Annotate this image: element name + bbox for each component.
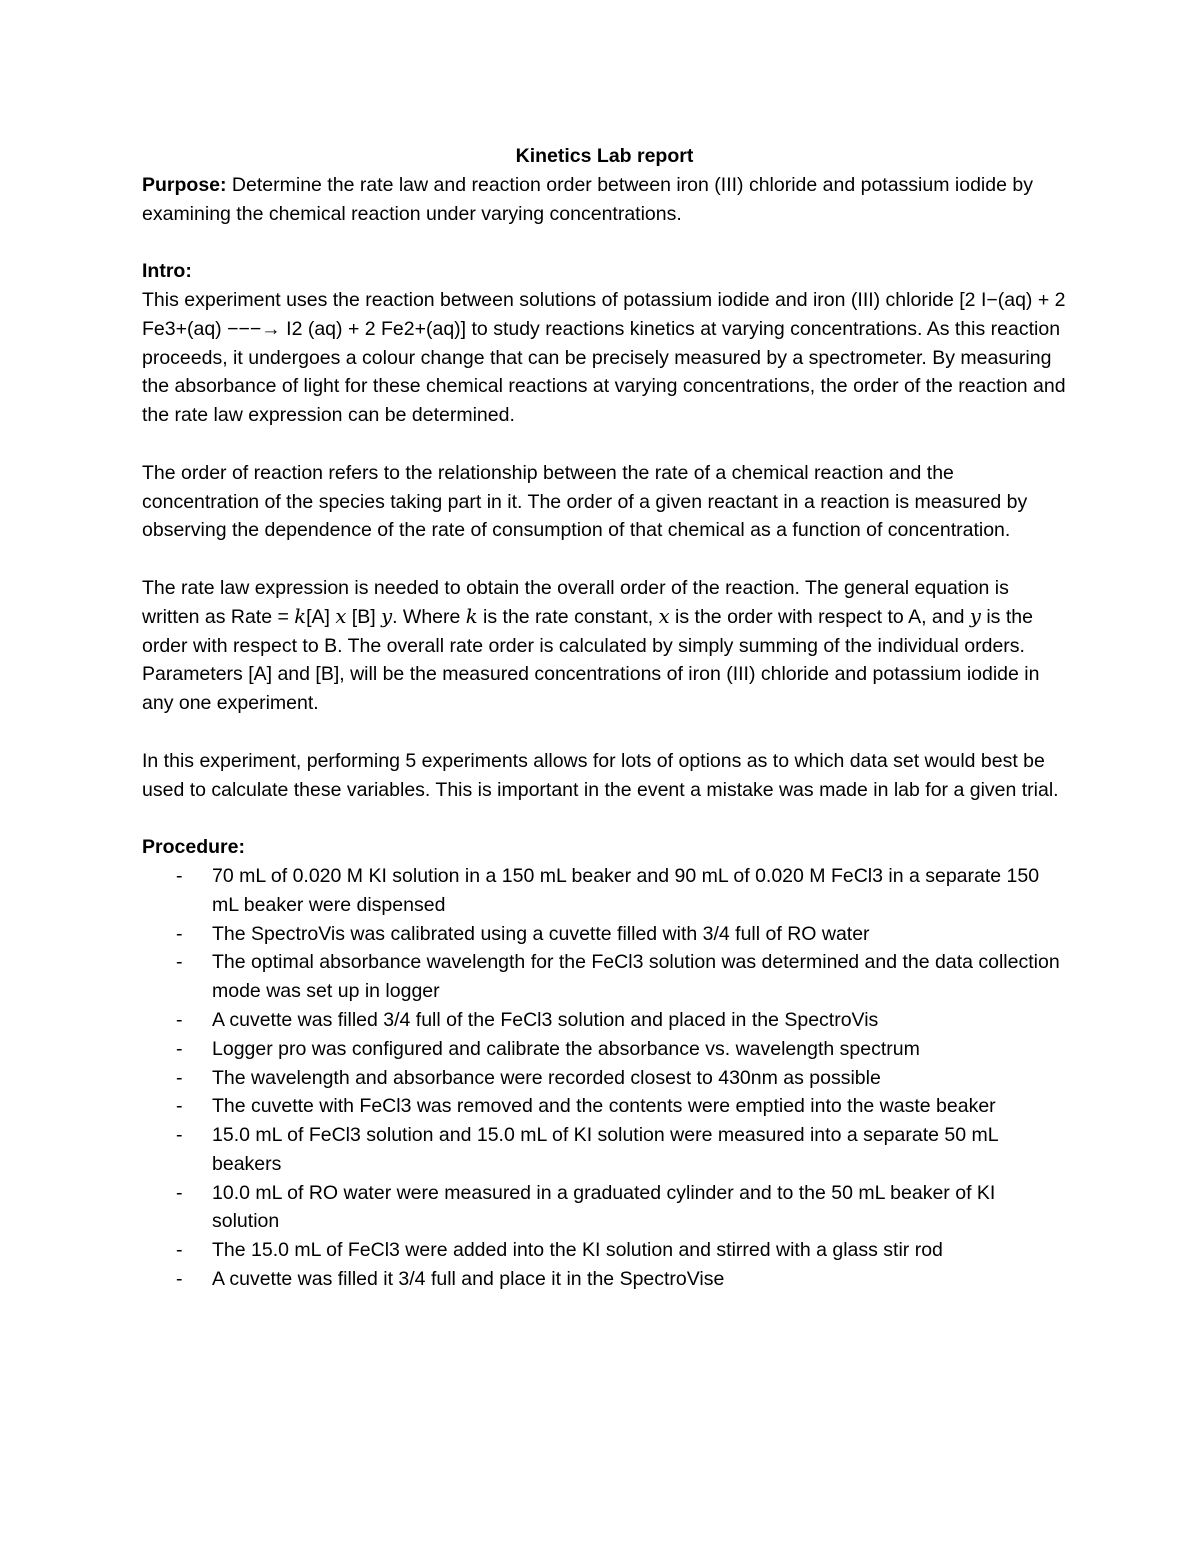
procedure-step-text: A cuvette was filled it 3/4 full and place it in the SpectroVise xyxy=(212,1268,725,1291)
p3-text: is the rate constant, xyxy=(477,605,659,628)
spacer xyxy=(142,430,1067,459)
spacer xyxy=(142,228,1067,257)
bullet-dash: - xyxy=(176,864,183,887)
procedure-step-text: A cuvette was filled 3/4 full of the FeCl3 solution and placed in the SpectroVis xyxy=(212,1008,879,1031)
p3-text: [A] xyxy=(306,605,336,628)
procedure-step xyxy=(142,1035,1067,1064)
bullet-dash: - xyxy=(176,1268,183,1291)
p3-text: is the order with respect to B. The overall rate order is calculated by simply summing of the individual orders. Parameters [A] and [B], will be the measured concentrations of iron (III) chloride and potassium iodide in any one experiment. xyxy=(142,605,1040,715)
procedure-step xyxy=(142,1121,1067,1179)
procedure-step xyxy=(142,1236,1067,1265)
purpose-text: Determine the rate law and reaction order between iron (III) chloride and potassium iodide by examining the chemical reaction under varying concentrations. xyxy=(142,173,1033,225)
intro-paragraph-1: This experiment uses the reaction between solutions of potassium iodide and iron (III) chloride [2 I−(aq) + 2 Fe3+(aq) −−−→ I2 (aq) + 2 Fe2+(aq)] to study reactions kinetics at varying concentrations. As this reaction proceeds, it undergoes a colour change that can be precisely measured by a spectrometer. By measuring the absorbance of light for these chemical reactions at varying concentrations, the order of the reaction and the rate law expression can be determined. xyxy=(142,288,1066,427)
math-k: k xyxy=(294,604,307,628)
bullet-dash: - xyxy=(176,1181,183,1204)
math-y: y xyxy=(969,604,981,628)
document-page xyxy=(142,142,1067,1294)
purpose-paragraph xyxy=(142,171,1067,229)
procedure-step-text: 15.0 mL of FeCl3 solution and 15.0 mL of KI solution were measured into a separate 50 mL beakers xyxy=(212,1124,998,1175)
procedure-step-text: Logger pro was configured and calibrate the absorbance vs. wavelength spectrum xyxy=(212,1037,920,1060)
procedure-heading: Procedure: xyxy=(142,836,245,859)
procedure-step xyxy=(142,1179,1067,1237)
document-title: Kinetics Lab report xyxy=(515,145,694,167)
procedure-step-text: The optimal absorbance wavelength for the FeCl3 solution was determined and the data collection mode was set up in logger xyxy=(212,951,1060,1003)
procedure-step xyxy=(142,1092,1067,1121)
procedure-step-text: 10.0 mL of RO water were measured in a graduated cylinder and to the 50 mL beaker of KI solution xyxy=(212,1181,996,1233)
procedure-step-text: The 15.0 mL of FeCl3 were added into the KI solution and stirred with a glass stir rod xyxy=(212,1239,943,1262)
math-y: y xyxy=(381,604,393,628)
p3-text: [B] xyxy=(346,605,382,628)
intro-paragraph-4: In this experiment, performing 5 experiments allows for lots of options as to which data set would best be used to calculate these variables. This is important in the event a mistake was made in lab for a given trial. xyxy=(142,749,1059,801)
bullet-dash: - xyxy=(176,922,183,945)
bullet-dash: - xyxy=(176,951,183,974)
procedure-step xyxy=(142,1064,1067,1093)
math-x: x xyxy=(335,604,347,628)
bullet-dash: - xyxy=(176,1095,183,1118)
procedure-step xyxy=(142,1006,1067,1035)
bullet-dash: - xyxy=(176,1124,183,1147)
spacer xyxy=(142,804,1067,833)
procedure-step xyxy=(142,862,1067,920)
purpose-label: Purpose: xyxy=(142,173,227,196)
procedure-list xyxy=(142,862,1067,1294)
procedure-step-text: The wavelength and absorbance were recorded closest to 430nm as possible xyxy=(212,1066,881,1089)
procedure-step-text: The SpectroVis was calibrated using a cuvette filled with 3/4 full of RO water xyxy=(212,922,870,945)
p3-text: is the order with respect to A, and xyxy=(669,605,970,628)
p3-text: The rate law expression is needed to obtain the overall order of the reaction. The general equation is written as Rate = xyxy=(142,576,1009,628)
bullet-dash: - xyxy=(176,1239,183,1262)
math-k: k xyxy=(465,604,478,628)
procedure-step xyxy=(142,948,1067,1006)
procedure-step-text: The cuvette with FeCl3 was removed and the contents were emptied into the waste beaker xyxy=(212,1095,996,1118)
bullet-dash: - xyxy=(176,1066,183,1089)
p3-text: . Where xyxy=(392,605,466,628)
procedure-step-text: 70 mL of 0.020 M KI solution in a 150 mL beaker and 90 mL of 0.020 M FeCl3 in a separate 150 mL beaker were dispensed xyxy=(212,864,1040,916)
bullet-dash: - xyxy=(176,1008,183,1031)
bullet-dash: - xyxy=(176,1037,183,1060)
intro-paragraph-3 xyxy=(142,574,1067,718)
math-x: x xyxy=(658,604,670,628)
spacer xyxy=(142,545,1067,574)
spacer xyxy=(142,718,1067,747)
procedure-step xyxy=(142,920,1067,949)
procedure-step xyxy=(142,1265,1067,1294)
intro-paragraph-2: The order of reaction refers to the relationship between the rate of a chemical reaction and the concentration of the species taking part in it. The order of a given reactant in a reaction is measured by observing the dependence of the rate of consumption of that chemical as a function of concentration. xyxy=(142,461,1028,542)
intro-heading: Intro: xyxy=(142,260,192,283)
